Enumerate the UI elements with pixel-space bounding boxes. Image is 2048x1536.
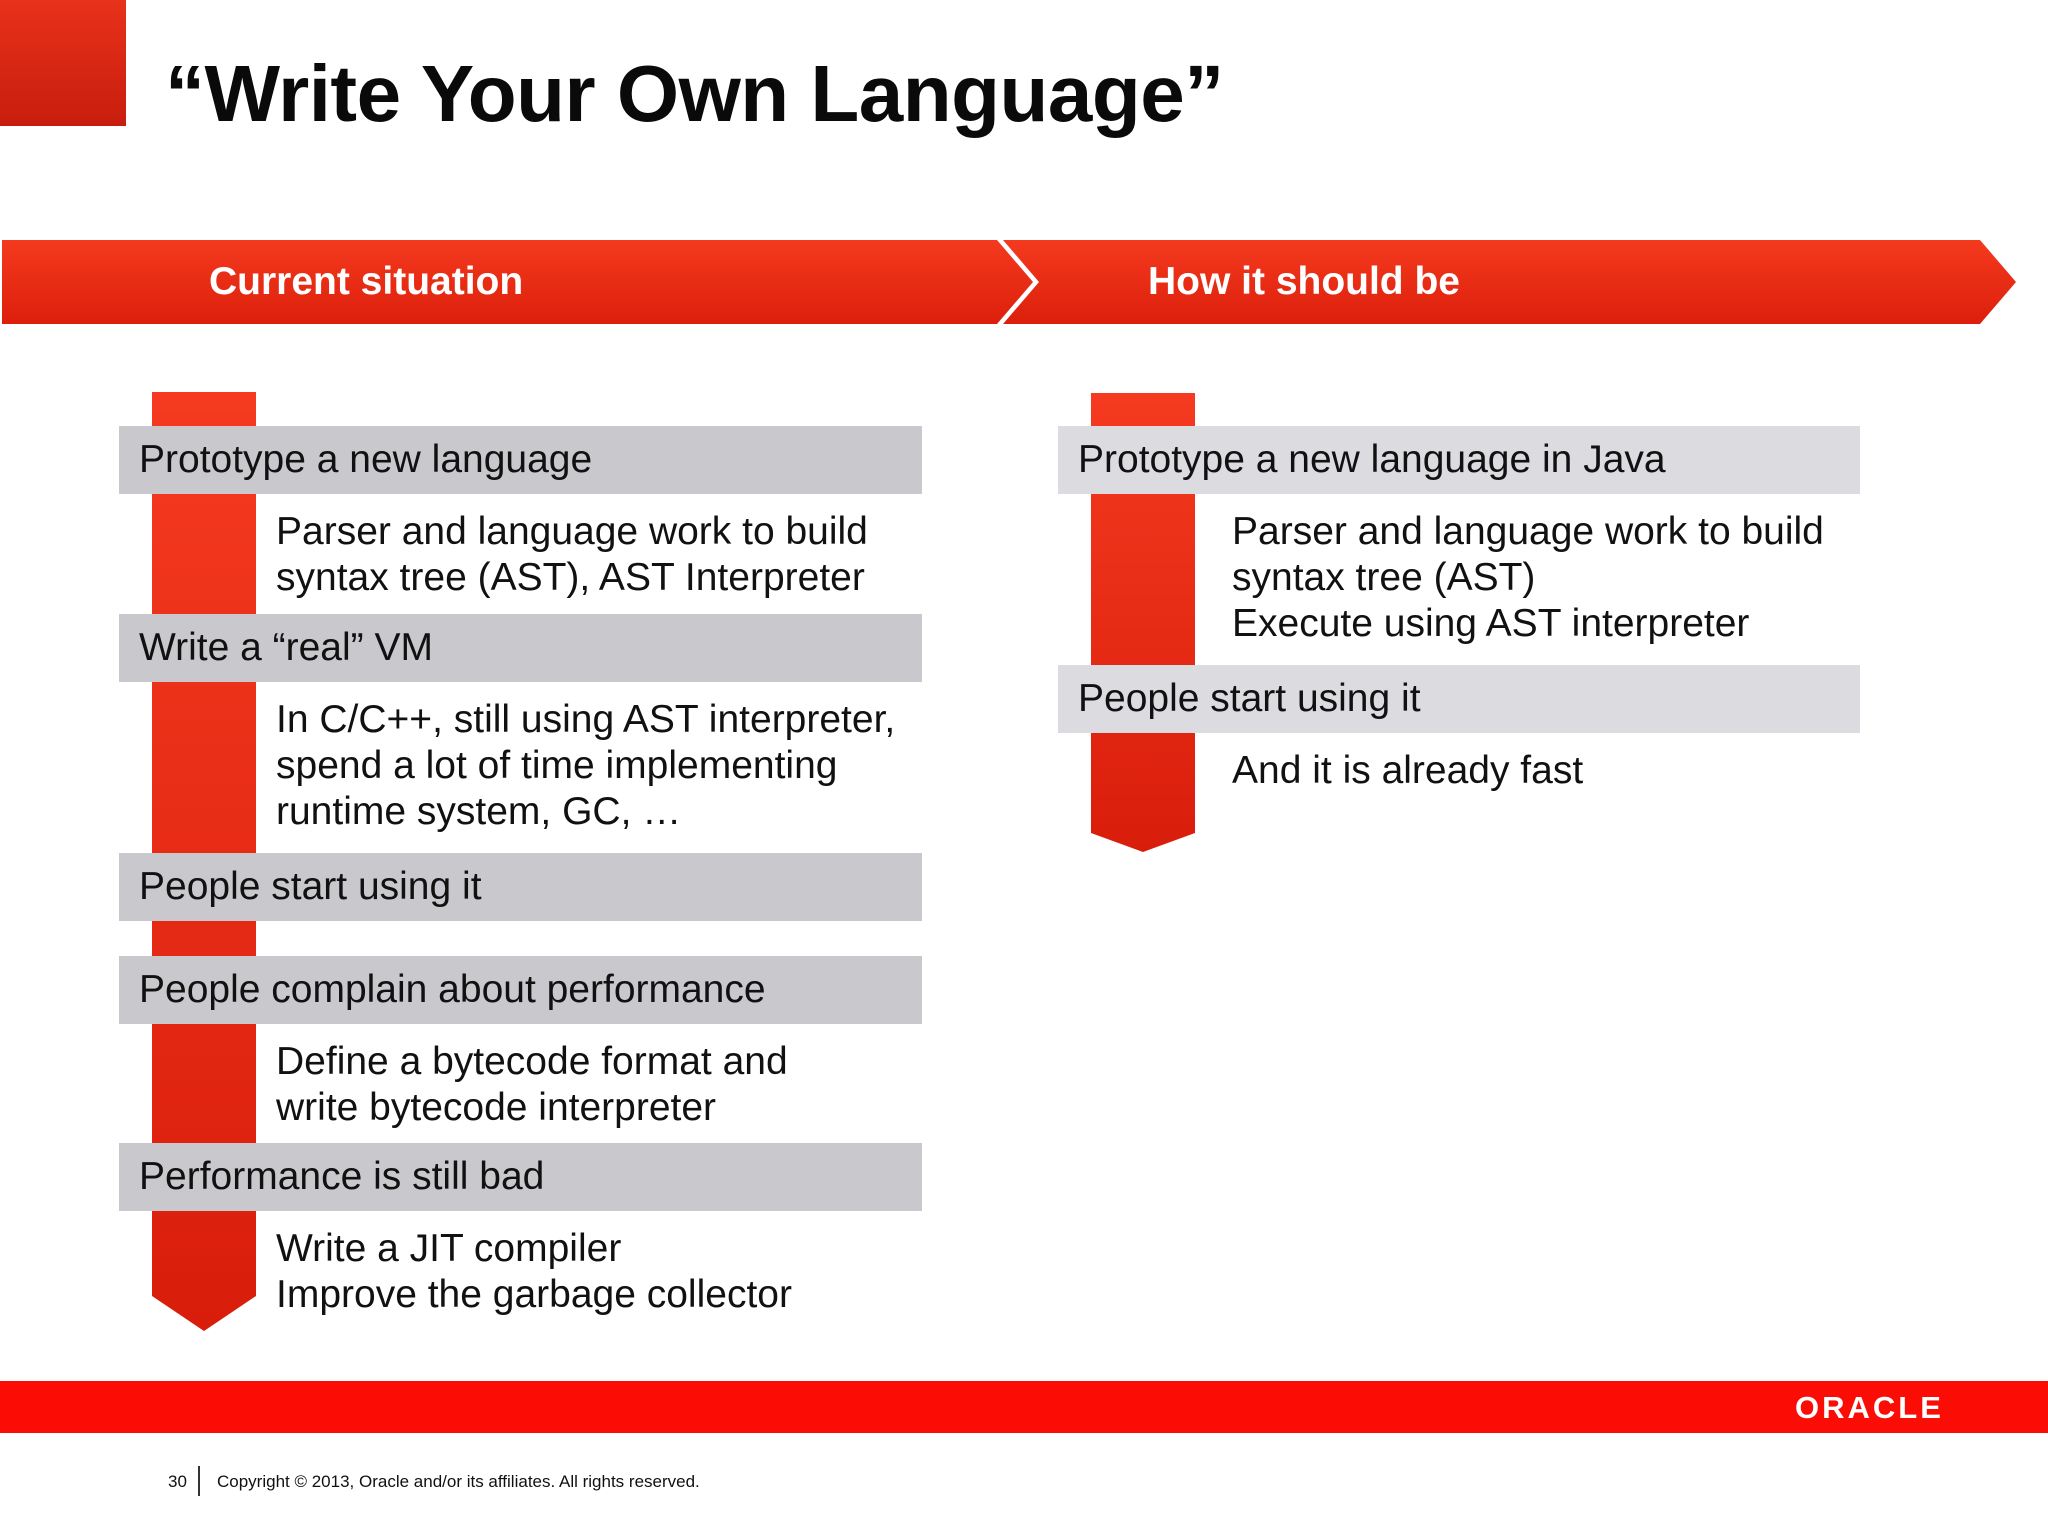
current-step-1-detail: Parser and language work to build syntax tree (AST), AST Interpreter [276, 510, 868, 599]
current-step-1-heading: Prototype a new language [119, 426, 922, 494]
current-step-5-heading: Performance is still bad [119, 1143, 922, 1211]
current-step-3-heading: People start using it [119, 853, 922, 921]
slide-title: “Write Your Own Language” [165, 49, 1224, 138]
current-step-2-detail: In C/C++, still using AST interpreter, spend a lot of time implementing runtime system, GC, … [276, 698, 896, 833]
ideal-step-1-heading: Prototype a new language in Java [1058, 426, 1860, 494]
ideal-step-1-detail: Parser and language work to build syntax tree (AST) Execute using AST interpreter [1232, 510, 1824, 645]
copyright-notice: Copyright © 2013, Oracle and/or its affiliates. All rights reserved. [217, 1472, 700, 1491]
footer-bar [0, 1381, 2048, 1433]
current-step-2-heading: Write a “real” VM [119, 614, 922, 682]
page-number: 30 [168, 1472, 187, 1491]
brand-corner-block [0, 0, 126, 126]
banner-label-current: Current situation [209, 260, 524, 303]
current-step-4-heading: People complain about performance [119, 956, 922, 1024]
oracle-logo: ORACLE [1795, 1390, 1944, 1425]
banner-label-ideal: How it should be [1148, 260, 1460, 303]
ideal-step-2-heading: People start using it [1058, 665, 1860, 733]
current-step-4-detail: Define a bytecode format and write bytecode interpreter [276, 1040, 788, 1129]
ideal-step-2-detail: And it is already fast [1232, 749, 1584, 792]
footer-divider [198, 1466, 200, 1496]
current-step-5-detail: Write a JIT compiler Improve the garbage collector [276, 1227, 792, 1316]
